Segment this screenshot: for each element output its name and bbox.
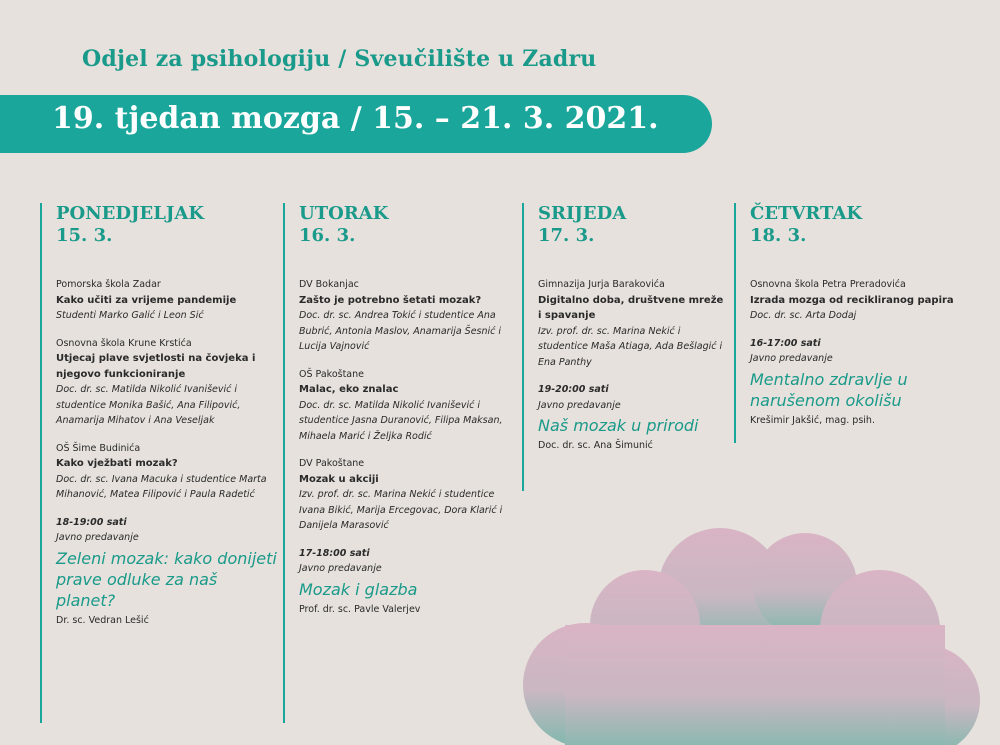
lecture-kind: Javno predavanje [299, 563, 382, 574]
event-persons: Doc. dr. sc. Matilda Nikolić Ivanišević i studentice Monika Bašić, Ana Filipović, Anamarija Mihatov i Ana Veseljak [56, 384, 241, 426]
day-header [750, 203, 960, 247]
event-item [750, 277, 960, 324]
day-column-cetvrtak [734, 203, 960, 443]
lecture-item [750, 336, 960, 429]
lecture-speaker: Doc. dr. sc. Ana Šimunić [538, 440, 653, 451]
event-title: Malac, eko znalac [299, 384, 399, 395]
department-subtitle: Odjel za psihologiju / Sveučilište u Zadru [82, 46, 597, 72]
day-name: SRIJEDA [538, 203, 627, 224]
lecture-kind: Javno predavanje [750, 353, 833, 364]
event-title: Zašto je potrebno šetati mozak? [299, 294, 482, 306]
day-column-ponedjeljak [40, 203, 278, 723]
day-date: 17. 3. [538, 225, 595, 246]
event-item [56, 336, 278, 429]
event-title: Kako vježbati mozak? [56, 458, 178, 469]
event-title: Mozak u akciji [299, 473, 379, 485]
event-venue: OŠ Pakoštane [299, 368, 364, 380]
event-persons: Doc. dr. sc. Andrea Tokić i studentice Ana Bubrić, Antonia Maslov, Anamarija Šesnić i Lucija Vajnović [299, 310, 502, 352]
day-name: UTORAK [299, 203, 389, 224]
event-title: 19. tjedan mozga / 15. – 21. 3. 2021. [52, 101, 659, 136]
day-header [538, 203, 728, 247]
event-persons: Doc. dr. sc. Arta Dodaj [750, 310, 857, 321]
title-banner [0, 95, 712, 153]
lecture-title: Mozak i glazba [299, 579, 418, 599]
lecture-item [299, 546, 521, 618]
lecture-time: 18-19:00 sati [56, 516, 127, 528]
event-item [299, 367, 521, 445]
lecture-time: 19-20:00 sati [538, 384, 609, 395]
event-venue: Osnovna škola Krune Krstića [56, 337, 192, 349]
event-venue: OŠ Šime Budinića [56, 442, 141, 454]
day-column-srijeda [522, 203, 728, 491]
lecture-item [56, 515, 278, 629]
event-persons: Studenti Marko Galić i Leon Sić [56, 310, 204, 321]
event-persons: Izv. prof. dr. sc. Marina Nekić i studentice Ivana Bikić, Marija Ercegovac, Dora Klarić i Danijela Marasović [299, 489, 503, 531]
lecture-title: Naš mozak u prirodi [538, 416, 699, 435]
event-title: Kako učiti za vrijeme pandemije [56, 294, 237, 306]
event-item [56, 277, 278, 324]
lecture-speaker: Prof. dr. sc. Pavle Valerjev [299, 603, 421, 615]
event-persons: Doc. dr. sc. Matilda Nikolić Ivanišević i studentice Jasna Duranović, Filipa Maksan, Mihaela Marić i Željka Rodić [299, 399, 503, 442]
event-venue: DV Pakoštane [299, 458, 365, 469]
day-date: 15. 3. [56, 225, 113, 246]
day-date: 16. 3. [299, 225, 356, 246]
day-header [56, 203, 278, 247]
event-venue: DV Bokanjac [299, 279, 359, 290]
day-name: PONEDJELJAK [56, 203, 205, 224]
event-item [299, 277, 521, 355]
day-date: 18. 3. [750, 225, 807, 246]
event-item [538, 277, 728, 370]
lecture-time: 17-18:00 sati [299, 547, 370, 559]
event-venue: Gimnazija Jurja Barakovića [538, 279, 665, 290]
event-title: Utjecaj plave svjetlosti na čovjeka i njegovo funkcioniranje [56, 353, 256, 380]
day-column-utorak [283, 203, 521, 723]
lecture-title: Mentalno zdravlje u narušenom okolišu [750, 369, 908, 410]
event-item [56, 441, 278, 503]
day-header [299, 203, 521, 247]
event-item [299, 456, 521, 534]
event-title: Digitalno doba, društvene mreže i spavanje [538, 294, 724, 321]
brain-cloud-illustration [505, 515, 985, 745]
lecture-title: Zeleni mozak: kako donijeti prave odluke za naš planet? [56, 548, 277, 610]
event-persons: Izv. prof. dr. sc. Marina Nekić i studentice Maša Atiaga, Ada Bešlagić i Ena Panthy [538, 325, 723, 368]
event-title: Izrada mozga od recikliranog papira [750, 294, 954, 306]
event-venue: Osnovna škola Petra Preradovića [750, 279, 906, 290]
lecture-item [538, 382, 728, 454]
lecture-kind: Javno predavanje [538, 399, 621, 411]
day-name: ČETVRTAK [750, 203, 863, 224]
event-persons: Doc. dr. sc. Ivana Macuka i studentice Marta Mihanović, Matea Filipović i Paula Radetić [56, 473, 267, 500]
event-venue: Pomorska škola Zadar [56, 279, 161, 290]
lecture-speaker: Krešimir Jakšić, mag. psih. [750, 414, 875, 426]
lecture-speaker: Dr. sc. Vedran Lešić [56, 614, 149, 626]
lecture-time: 16-17:00 sati [750, 337, 821, 349]
lecture-kind: Javno predavanje [56, 532, 139, 543]
